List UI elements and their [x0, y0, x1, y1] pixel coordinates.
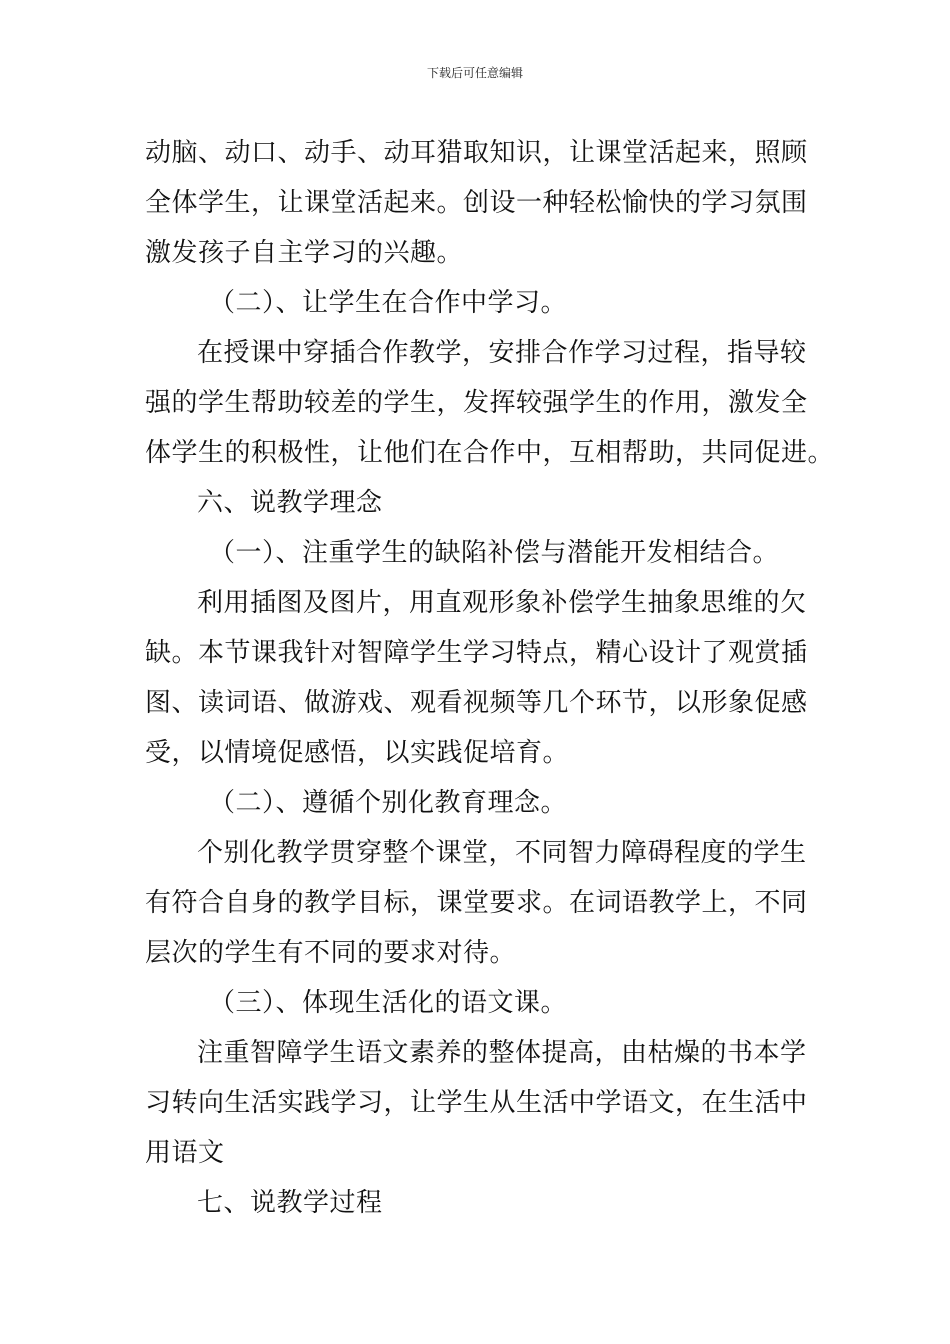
text-line: 激发孩子自主学习的兴趣。 [145, 238, 464, 268]
text-line: 个别化教学贯穿整个课堂，不同智力障碍程度的学生 [197, 838, 807, 868]
text-line: 利用插图及图片，用直观形象补偿学生抽象思维的欠 [197, 588, 807, 618]
text-line: 在授课中穿插合作教学，安排合作学习过程，指导较 [197, 338, 807, 368]
text-line: 动脑、动口、动手、动耳猎取知识，让课堂活起来，照顾 [145, 138, 808, 168]
text-line: （一）、注重学生的缺陷补偿与潜能开发相结合。 [209, 538, 780, 568]
text-line: 七、说教学过程 [197, 1188, 383, 1218]
text-line: 习转向生活实践学习，让学生从生活中学语文，在生活中 [145, 1088, 808, 1118]
text-line: 体学生的积极性，让他们在合作中，互相帮助，共同促进。 [145, 438, 835, 468]
text-line: （二）、遵循个别化教育理念。 [209, 788, 568, 818]
text-line: 受，以情境促感悟，以实践促培育。 [145, 738, 570, 768]
text-line: 全体学生，让课堂活起来。创设一种轻松愉快的学习氛围 [145, 188, 808, 218]
text-line: 强的学生帮助较差的学生，发挥较强学生的作用，激发全 [145, 388, 808, 418]
text-line: 有符合自身的教学目标，课堂要求。在词语教学上，不同 [145, 888, 808, 918]
text-line: 图、读词语、做游戏、观看视频等几个环节，以形象促感 [145, 688, 808, 718]
text-line: 六、说教学理念 [197, 488, 383, 518]
text-line: （二）、让学生在合作中学习。 [209, 288, 568, 318]
text-line: 层次的学生有不同的要求对待。 [145, 938, 517, 968]
text-line: 用语文 [145, 1138, 225, 1168]
text-line: （三）、体现生活化的语文课。 [209, 988, 568, 1018]
text-line: 注重智障学生语文素养的整体提高，由枯燥的书本学 [197, 1038, 807, 1068]
text-line: 缺。本节课我针对智障学生学习特点，精心设计了观赏插 [145, 638, 808, 668]
document-body [145, 128, 835, 1228]
page-header: 下载后可任意编辑 [426, 66, 523, 80]
